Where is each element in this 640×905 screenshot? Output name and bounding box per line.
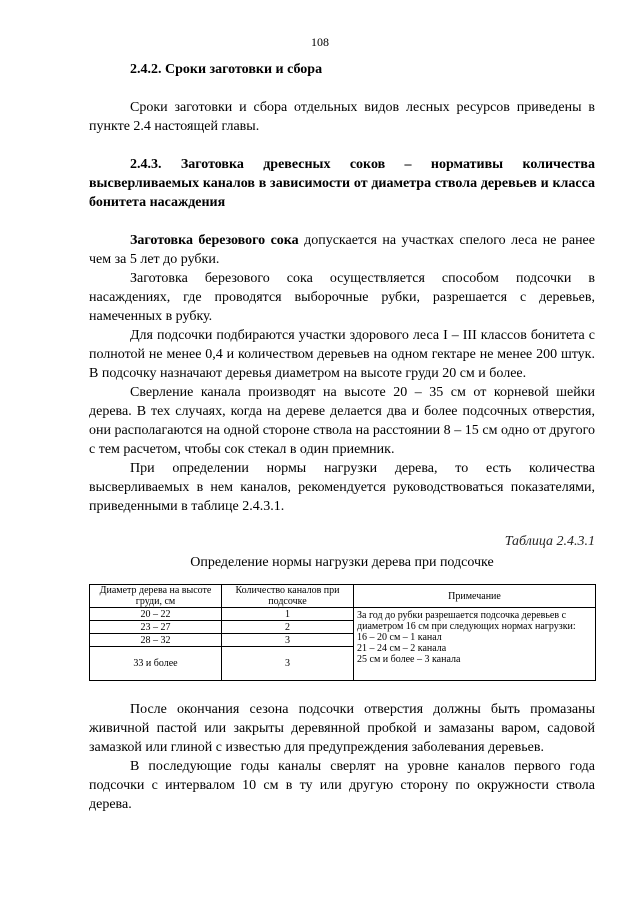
cell-diameter: 20 – 22	[90, 608, 222, 621]
header-channels: Количество каналов при подсочке	[222, 585, 354, 608]
cell-channels: 3	[222, 634, 354, 647]
cell-note	[354, 608, 596, 681]
cell-diameter: 33 и более	[90, 647, 222, 681]
note-text: 16 – 20 см – 1 канал	[357, 632, 442, 643]
paragraph: В последующие годы каналы сверлят на уровне каналов первого года подсочки с интервалом 10 см в ту или другую сторону по окружности ствола дерева.	[89, 759, 595, 812]
header-diameter: Диаметр дерева на высоте груди, см	[90, 585, 222, 608]
section-heading-2-4-2: 2.4.2. Сроки заготовки и сбора	[130, 62, 323, 77]
paragraph: Сроки заготовки и сбора отдельных видов лесных ресурсов приведены в пункте 2.4 настоящей главы.	[89, 100, 595, 134]
header-note: Примечание	[354, 585, 596, 608]
note-text: 25 см и более – 3 канала	[357, 654, 461, 665]
page-content	[89, 60, 595, 814]
cell-channels: 3	[222, 647, 354, 681]
paragraph: Заготовка березового сока осуществляется способом подсочки в насаждениях, где проводятся выборочные рубки, разрешается с деревьев, намеченных в рубку.	[89, 271, 595, 324]
cell-diameter: 28 – 32	[90, 634, 222, 647]
note-text: 21 – 24 см – 2 канала	[357, 643, 447, 654]
table-header-row	[90, 585, 596, 608]
load-norm-table	[89, 584, 596, 681]
paragraph: После окончания сезона подсочки отверстия должны быть промазаны живичной пастой или закрыты деревянной пробкой и замазаны варом, садовой замазкой или глиной с известью для предупреждения заболевания деревьев.	[89, 702, 595, 755]
paragraph: При определении нормы нагрузки дерева, то есть количества высверливаемых в нем каналов, рекомендуется руководствоваться показателями, приведенными в таблице 2.4.3.1.	[89, 461, 595, 514]
section-heading-2-4-3: 2.4.3. Заготовка древесных соков – нормативы количества высверливаемых каналов в зависимости от диаметра ствола деревьев и класса бонитета насаждения	[89, 157, 595, 210]
table-title: Определение нормы нагрузки дерева при подсочке	[190, 555, 494, 570]
bold-term: Заготовка березового сока	[130, 233, 299, 248]
cell-channels: 1	[222, 608, 354, 621]
paragraph: Для подсочки подбираются участки здорового леса I – III классов бонитета с полнотой не менее 0,4 и количеством деревьев на одном гектаре не менее 200 штук. В подсочку назначают деревья диаметром на высоте груди 20 см и более.	[89, 328, 595, 381]
page-number: 108	[311, 35, 329, 49]
paragraph: Сверление канала производят на высоте 20 – 35 см от корневой шейки дерева. В тех случаях, когда на дереве делается два и более подсочных отверстия, они располагаются на одной стороне ствола на расстоянии 8 – 15 см одно от другого с тем расчетом, чтобы сок стекал в один приемник.	[89, 385, 595, 457]
table-caption: Таблица 2.4.3.1	[504, 534, 595, 549]
paragraph	[89, 231, 595, 269]
cell-channels: 2	[222, 621, 354, 634]
cell-diameter: 23 – 27	[90, 621, 222, 634]
note-text: За год до рубки разрешается подсочка деревьев с диаметром 16 см при следующих нормах нагрузки:	[357, 610, 576, 632]
paragraph-text: допускается на участках спелого леса не ранее чем за 5 лет до рубки.	[89, 233, 595, 267]
table-row	[90, 608, 596, 621]
